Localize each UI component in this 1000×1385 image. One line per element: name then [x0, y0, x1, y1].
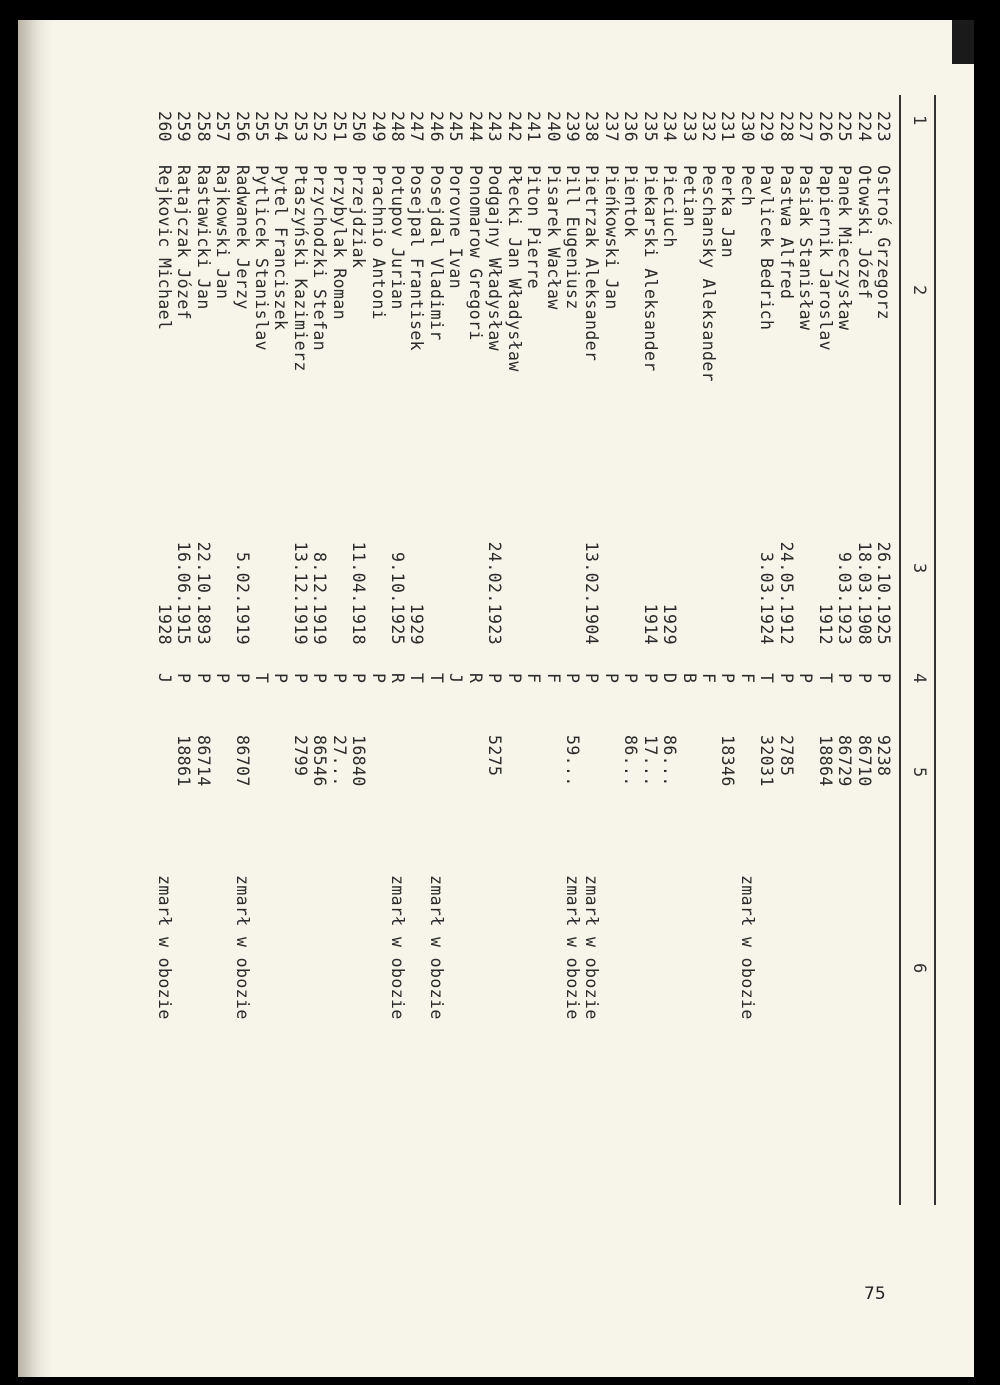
table-row [271, 95, 290, 1295]
table-row [582, 95, 601, 1295]
column-number-2: 2 [909, 285, 929, 296]
table-row [621, 95, 640, 1295]
entry-number: 251 [329, 111, 349, 143]
page-number: 75 [864, 1284, 886, 1304]
entry-note: zmarł w obozie [154, 875, 174, 1020]
entry-name: Rajkowski Jan [213, 165, 233, 300]
entry-category: P [485, 673, 505, 684]
table-row [368, 95, 387, 1295]
table-row [349, 95, 368, 1295]
table-row [874, 95, 893, 1295]
table-top-rule [934, 95, 936, 1205]
entry-date: 9.03.1923 [835, 551, 855, 645]
table-row [290, 95, 309, 1295]
book-spine-shadow [18, 20, 52, 1377]
entry-camp-number: 18861 [174, 735, 194, 787]
column-number-row [904, 95, 934, 1205]
column-number-1: 1 [909, 115, 929, 126]
entry-category: T [407, 673, 427, 684]
entry-date: 13.12.1919 [290, 541, 310, 645]
table-row [446, 95, 465, 1295]
entry-number: 246 [426, 111, 446, 143]
entry-date: 9.10.1925 [388, 551, 408, 645]
entry-category: P [854, 673, 874, 684]
entry-name: Piton Pierre [524, 165, 544, 290]
entry-note: zmarł w obozie [563, 875, 582, 1020]
entry-category: R [388, 673, 408, 684]
entry-category: F [524, 673, 544, 684]
entry-number: 223 [874, 111, 893, 143]
entry-category: T [815, 673, 835, 684]
entry-number: 260 [154, 111, 174, 143]
table-row [427, 95, 446, 1295]
entry-category: P [621, 673, 641, 684]
entry-category: T [252, 673, 271, 684]
entry-number: 227 [796, 111, 816, 143]
entry-name: Pill Eugeniusz [563, 165, 582, 310]
table-row [524, 95, 543, 1295]
entry-camp-number: 18864 [815, 735, 835, 787]
entry-number: 257 [213, 111, 233, 143]
entry-date: 26.10.1925 [874, 541, 893, 645]
entry-category: T [757, 673, 777, 684]
entry-name: Petian [679, 165, 699, 228]
entry-category: F [737, 673, 757, 684]
entry-number: 253 [290, 111, 310, 143]
entry-number: 239 [563, 111, 582, 143]
entry-number: 250 [349, 111, 369, 143]
entry-category: P [796, 673, 816, 684]
entry-number: 241 [524, 111, 544, 143]
entry-date: 24.02.1923 [485, 541, 505, 645]
entry-date: 13.02.1904 [582, 541, 602, 645]
entry-number: 254 [271, 111, 291, 143]
entry-name: Otowski Józef [854, 165, 874, 300]
entry-number: 226 [815, 111, 835, 143]
entry-name: Porovne Ivan [446, 165, 466, 290]
entry-category: P [640, 673, 660, 684]
entry-name: Pech [737, 165, 757, 207]
entry-number: 256 [232, 111, 252, 143]
table-row [640, 95, 659, 1295]
entry-name: Pytlicek Stanislav [252, 165, 271, 352]
table-row [776, 95, 795, 1295]
table-row [601, 95, 620, 1295]
entry-number: 242 [504, 111, 524, 143]
entry-category: P [601, 673, 621, 684]
entry-note: zmarł w obozie [737, 875, 757, 1020]
table-body [154, 95, 893, 1295]
entry-category: P [213, 673, 233, 684]
entry-number: 228 [776, 111, 796, 143]
entry-name: Podgajny Władysław [485, 165, 505, 352]
page-corner [952, 20, 974, 64]
entry-name: Pasiak Stanisław [796, 165, 816, 331]
entry-name: Radwanek Jerzy [232, 165, 252, 310]
table-row [757, 95, 776, 1295]
entry-note: zmarł w obozie [232, 875, 252, 1020]
entry-name: Pavlicek Bedrich [757, 165, 777, 331]
entry-date: 16.06.1915 [174, 541, 194, 645]
entry-name: Ponomarow Gregori [465, 165, 485, 341]
table-row [213, 95, 232, 1295]
entry-name: Panek Mieczysław [835, 165, 855, 331]
entry-camp-number: 86707 [232, 735, 252, 787]
entry-number: 225 [835, 111, 855, 143]
table-row [154, 95, 173, 1295]
entry-note: zmarł w obozie [388, 875, 408, 1020]
entry-number: 232 [699, 111, 719, 143]
entry-category: P [271, 673, 291, 684]
entry-number: 243 [485, 111, 505, 143]
entry-number: 248 [388, 111, 408, 143]
entry-name: Płecki Jan Władysław [504, 165, 524, 372]
entry-name: Rejkovic Michael [154, 165, 174, 331]
entry-category: P [193, 673, 213, 684]
entry-name: Posejpal Frantisek [407, 165, 427, 352]
entry-category: P [310, 673, 330, 684]
entry-category: T [426, 673, 446, 684]
entry-category: P [582, 673, 602, 684]
entry-name: Rastawicki Jan [193, 165, 213, 310]
entry-number: 255 [252, 111, 271, 143]
entry-date: 5.02.1919 [232, 551, 252, 645]
book-page [18, 20, 974, 1377]
entry-date: 24.05.1912 [776, 541, 796, 645]
entry-number: 259 [174, 111, 194, 143]
entry-date: 18.03.1908 [854, 541, 874, 645]
entry-name: Pietrzak Aleksander [582, 165, 602, 362]
entry-number: 230 [737, 111, 757, 143]
entry-number: 249 [368, 111, 388, 143]
entry-date: 3.03.1924 [757, 551, 777, 645]
entry-date: 1914 [640, 603, 660, 645]
table-row [388, 95, 407, 1295]
entry-camp-number: 27... [329, 735, 349, 787]
table-row [815, 95, 834, 1295]
entry-note: zmarł w obozie [582, 875, 602, 1020]
entry-category: P [874, 673, 893, 684]
table-row [504, 95, 523, 1295]
entry-date: 1912 [815, 603, 835, 645]
column-number-6: 6 [909, 963, 929, 974]
column-number-4: 4 [909, 673, 929, 684]
entry-camp-number: 32031 [757, 735, 777, 787]
entry-category: J [446, 673, 466, 684]
table-row [174, 95, 193, 1295]
entry-number: 234 [660, 111, 680, 143]
entry-name: Posejdal Vladimir [426, 165, 446, 341]
entry-number: 233 [679, 111, 699, 143]
entry-category: P [718, 673, 738, 684]
entry-name: Ptaszyński Kazimierz [290, 165, 310, 372]
entry-number: 245 [446, 111, 466, 143]
entry-number: 236 [621, 111, 641, 143]
entry-name: Papiernik Jaroslav [815, 165, 835, 352]
entry-category: P [368, 673, 388, 684]
table-row [699, 95, 718, 1295]
entry-category: P [290, 673, 310, 684]
entry-name: Pastwa Alfred [776, 165, 796, 300]
entry-number: 252 [310, 111, 330, 143]
table-row [193, 95, 212, 1295]
entry-camp-number: 17... [640, 735, 660, 787]
entry-date: 1929 [407, 603, 427, 645]
entry-category: R [465, 673, 485, 684]
entry-camp-number: 86... [660, 735, 680, 787]
entry-category: P [232, 673, 252, 684]
entry-category: P [174, 673, 194, 684]
entry-category: P [776, 673, 796, 684]
entry-camp-number: 59... [563, 735, 582, 787]
entry-date: 1929 [660, 603, 680, 645]
entry-category: P [504, 673, 524, 684]
entry-date: 22.10.1893 [193, 541, 213, 645]
entry-name: Prachnio Antoni [368, 165, 388, 321]
entry-camp-number: 86546 [310, 735, 330, 787]
table-row [718, 95, 737, 1295]
entry-category: F [699, 673, 719, 684]
entry-camp-number: 86... [621, 735, 641, 787]
rotated-table-sheet [148, 95, 948, 1345]
table-row [485, 95, 504, 1295]
entry-number: 258 [193, 111, 213, 143]
entry-number: 240 [543, 111, 563, 143]
entry-number: 237 [601, 111, 621, 143]
entry-name: Perka Jan [718, 165, 738, 259]
entry-number: 235 [640, 111, 660, 143]
entry-name: Pytel Franciszek [271, 165, 291, 331]
entry-name: Pisarek Wacław [543, 165, 563, 310]
table-row [854, 95, 873, 1295]
entry-number: 229 [757, 111, 777, 143]
entry-number: 238 [582, 111, 602, 143]
table-row [835, 95, 854, 1295]
entry-category: P [563, 673, 582, 684]
entry-name: Pieciuch [660, 165, 680, 248]
entry-category: P [349, 673, 369, 684]
entry-name: Pieńkowski Jan [601, 165, 621, 310]
entry-name: Potupov Jurian [388, 165, 408, 310]
table-header-rule [899, 95, 901, 1205]
entry-number: 244 [465, 111, 485, 143]
entry-category: P [835, 673, 855, 684]
entry-name: Peschansky Aleksander [699, 165, 719, 383]
entry-camp-number: 9238 [874, 735, 893, 777]
entry-name: Przychodzki Stefan [310, 165, 330, 352]
table-row [407, 95, 426, 1295]
column-number-5: 5 [909, 767, 929, 778]
entry-camp-number: 16840 [349, 735, 369, 787]
entry-camp-number: 86714 [193, 735, 213, 787]
entry-category: F [543, 673, 563, 684]
table-row [563, 95, 582, 1295]
entry-camp-number: 86710 [854, 735, 874, 787]
entry-category: P [329, 673, 349, 684]
entry-note: zmarł w obozie [426, 875, 446, 1020]
table-row [738, 95, 757, 1295]
table-row [465, 95, 484, 1295]
table-row [543, 95, 562, 1295]
entry-camp-number: 86729 [835, 735, 855, 787]
entry-category: J [154, 673, 174, 684]
entry-number: 224 [854, 111, 874, 143]
table-row [660, 95, 679, 1295]
entry-number: 247 [407, 111, 427, 143]
table-row [232, 95, 251, 1295]
entry-date: 8.12.1919 [310, 551, 330, 645]
entry-name: Piekarski Aleksander [640, 165, 660, 372]
table-row [329, 95, 348, 1295]
column-number-3: 3 [909, 563, 929, 574]
entry-camp-number: 2799 [290, 735, 310, 777]
entry-name: Ratajczak Józef [174, 165, 194, 321]
entry-date: 11.04.1918 [349, 541, 369, 645]
table-row [310, 95, 329, 1295]
entry-number: 231 [718, 111, 738, 143]
table-row [252, 95, 271, 1295]
table-row [679, 95, 698, 1295]
entry-name: Pientok [621, 165, 641, 238]
entry-camp-number: 5275 [485, 735, 505, 777]
entry-category: B [679, 673, 699, 684]
entry-name: Przybylak Roman [329, 165, 349, 321]
entry-date: 1928 [154, 603, 174, 645]
table-row [796, 95, 815, 1295]
entry-name: Ostroś Grzegorz [874, 165, 893, 321]
entry-camp-number: 2785 [776, 735, 796, 777]
entry-category: D [660, 673, 680, 684]
entry-camp-number: 18346 [718, 735, 738, 787]
entry-name: Przejdziak [349, 165, 369, 269]
